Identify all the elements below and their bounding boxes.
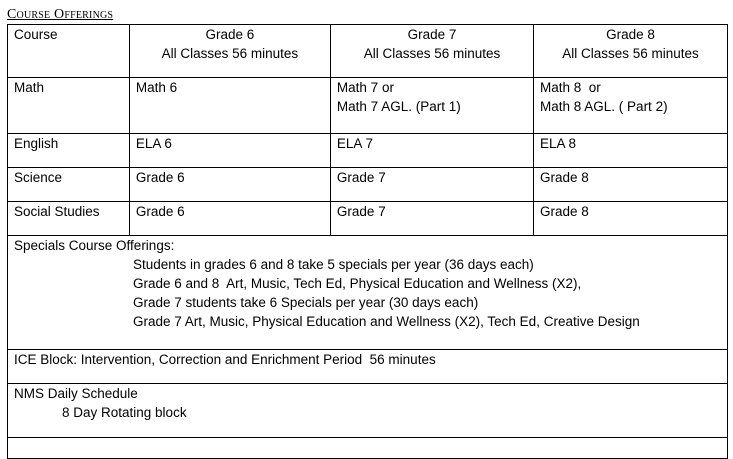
subject-cell: English — [8, 134, 130, 168]
header-grade-note: All Classes 56 minutes — [363, 46, 501, 61]
table-row — [8, 168, 728, 202]
grade-8-cell: Grade 8 — [534, 202, 728, 236]
empty-row — [8, 438, 728, 459]
cell-line: Math 8 or — [540, 80, 601, 95]
table-row — [8, 134, 728, 168]
header-grade-label: Grade 8 — [606, 27, 655, 42]
specials-row — [8, 236, 728, 350]
table-row — [8, 202, 728, 236]
cell-line: Math 7 or — [336, 80, 394, 95]
cell-line: Math 7 AGL. (Part 1) — [336, 99, 461, 114]
header-grade-note: All Classes 56 minutes — [562, 46, 699, 61]
header-grade-6 — [129, 25, 330, 78]
cell-line: Math 6 — [135, 80, 178, 95]
grade-6-cell — [129, 78, 330, 134]
grade-7-cell: Grade 7 — [330, 202, 533, 236]
header-grade-label: Grade 7 — [407, 27, 457, 42]
subject-cell: Science — [8, 168, 130, 202]
header-grade-label: Grade 6 — [205, 27, 255, 42]
specials-heading: Specials Course Offerings: — [14, 238, 175, 253]
grade-6-cell: ELA 6 — [129, 134, 330, 168]
header-grade-7 — [330, 25, 533, 78]
specials-cell — [8, 236, 728, 350]
schedule-cell — [8, 384, 728, 438]
subject-cell: Math — [8, 78, 130, 134]
header-grade-note: All Classes 56 minutes — [161, 46, 299, 61]
empty-cell — [8, 438, 728, 459]
ice-block-cell: ICE Block: Intervention, Correction and Enrichment Period 56 minutes — [8, 350, 728, 384]
grade-8-cell: Grade 8 — [534, 168, 728, 202]
cell-line: Math 8 AGL. ( Part 2) — [540, 99, 668, 114]
subject-cell: Social Studies — [8, 202, 130, 236]
schedule-heading: NMS Daily Schedule — [14, 386, 138, 401]
document-title: Course Offerings — [7, 7, 114, 22]
specials-line: Grade 6 and 8 Art, Music, Tech Ed, Physical Education and Wellness (X2), — [133, 276, 582, 291]
grade-8-cell — [534, 78, 728, 134]
specials-line: Grade 7 students take 6 Specials per year (30 days each) — [133, 295, 479, 310]
schedule-row — [8, 384, 728, 438]
grade-6-cell: Grade 6 — [129, 202, 330, 236]
header-course: Course — [8, 25, 130, 78]
grade-6-cell: Grade 6 — [129, 168, 330, 202]
grade-7-cell: Grade 7 — [330, 168, 533, 202]
header-row — [8, 25, 728, 78]
course-offerings-table — [7, 24, 728, 459]
grade-7-cell — [330, 78, 533, 134]
schedule-detail: 8 Day Rotating block — [62, 405, 187, 420]
grade-8-cell: ELA 8 — [534, 134, 728, 168]
ice-block-row — [8, 350, 728, 384]
table-row — [8, 78, 728, 134]
grade-7-cell: ELA 7 — [330, 134, 533, 168]
specials-line: Grade 7 Art, Music, Physical Education and Wellness (X2), Tech Ed, Creative Design — [133, 314, 640, 329]
header-grade-8 — [534, 25, 728, 78]
specials-line: Students in grades 6 and 8 take 5 specials per year (36 days each) — [133, 257, 534, 272]
